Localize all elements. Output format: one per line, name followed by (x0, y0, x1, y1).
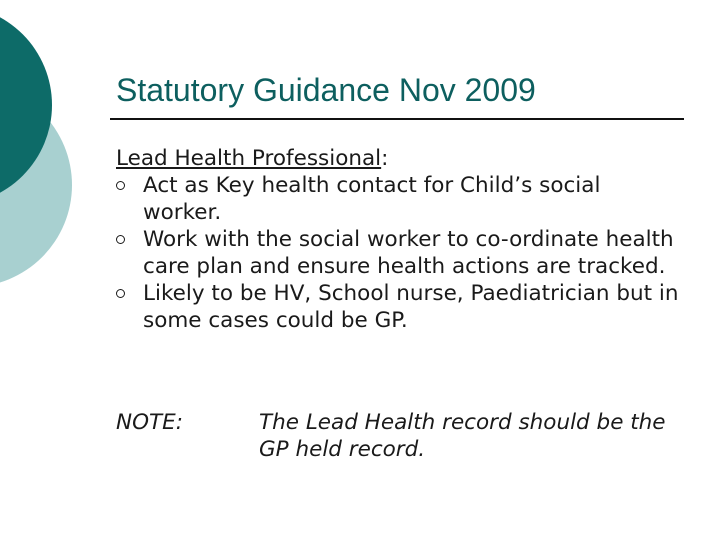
heading-suffix: : (381, 146, 389, 171)
note-label: NOTE: (116, 410, 183, 435)
hollow-circle-icon (116, 289, 125, 298)
list-item (116, 172, 683, 226)
bullet-text: Act as Key health contact for Child’s social worker. (143, 173, 601, 225)
list-item (116, 280, 683, 334)
decorative-circles (0, 0, 110, 300)
note-text: The Lead Health record should be the GP held record. (259, 410, 666, 462)
title-divider (110, 118, 684, 120)
bullet-list (116, 172, 696, 334)
list-item (116, 226, 683, 280)
section-heading (116, 145, 696, 172)
heading-underlined-text: Lead Health Professional (116, 146, 382, 171)
hollow-circle-icon (116, 235, 125, 244)
slide-body (116, 145, 696, 334)
bullet-text: Likely to be HV, School nurse, Paediatrician but in some cases could be GP. (143, 281, 679, 333)
bullet-text: Work with the social worker to co-ordinate health care plan and ensure health actions are tracked. (143, 227, 674, 279)
slide-title: Statutory Guidance Nov 2009 (116, 72, 536, 108)
hollow-circle-icon (116, 181, 125, 190)
